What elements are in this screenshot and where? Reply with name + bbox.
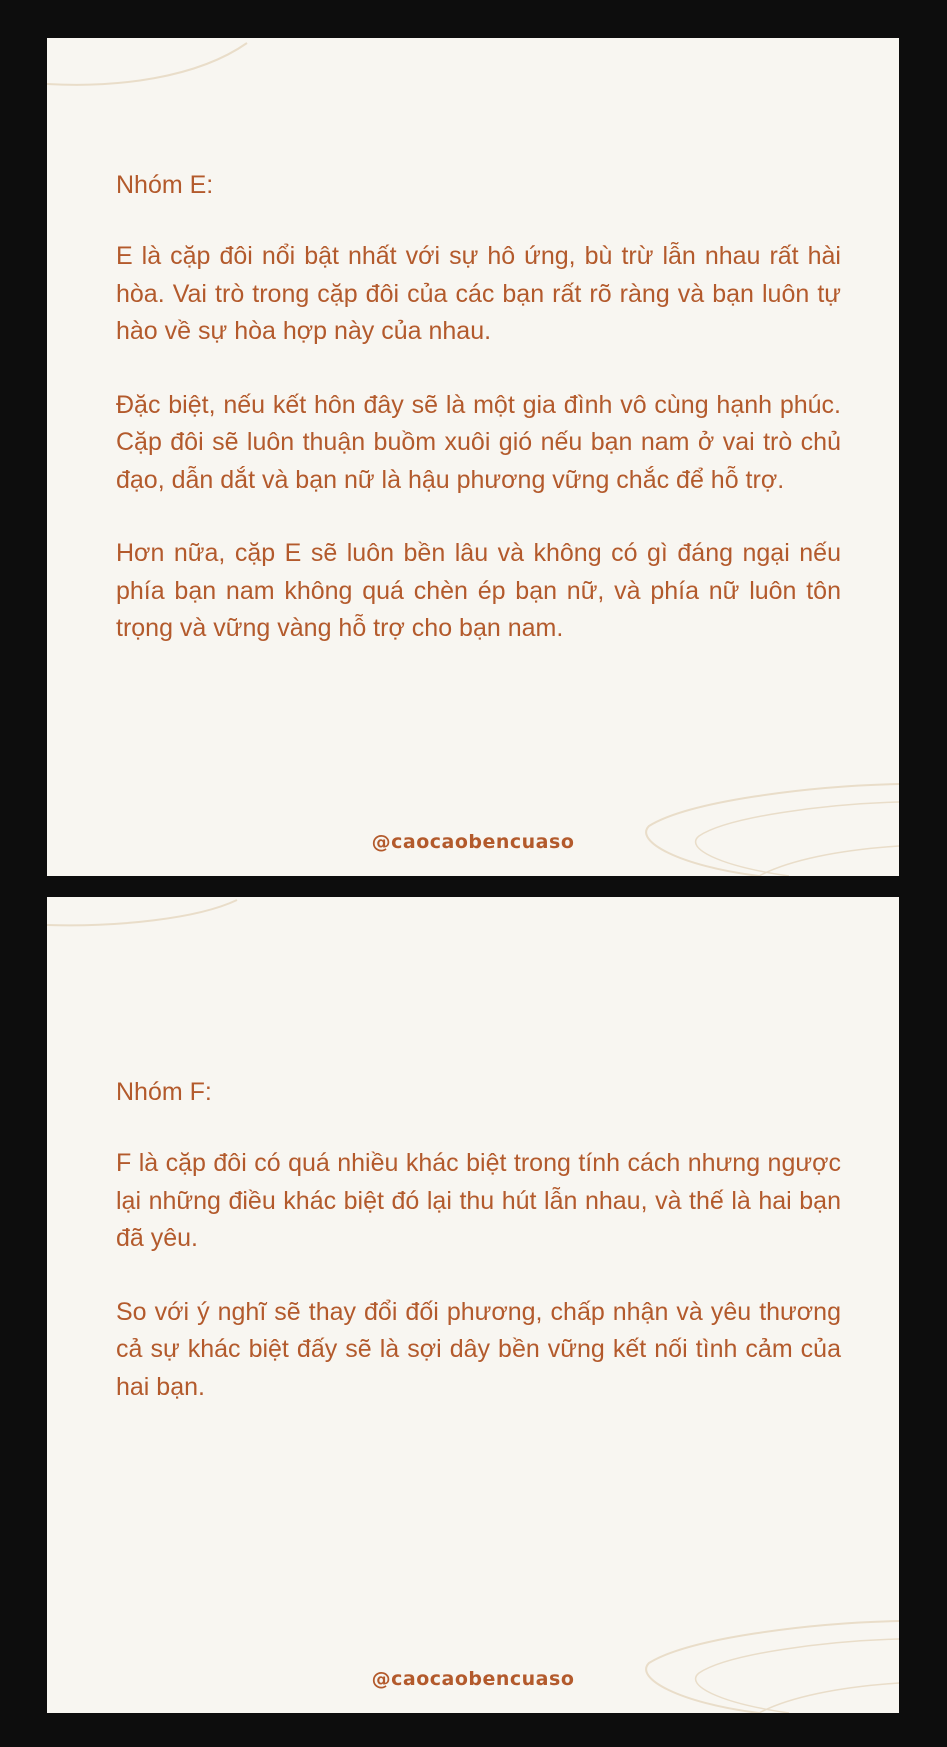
decorative-swirl-top-left xyxy=(47,38,307,98)
paragraph: E là cặp đôi nổi bật nhất với sự hô ứng, bù trừ lẫn nhau rất hài hòa. Vai trò trong cặp đôi của các bạn rất rõ ràng và bạn luôn tự hào về sự hòa hợp này của nhau. xyxy=(116,242,841,345)
paragraph: Đặc biệt, nếu kết hôn đây sẽ là một gia đình vô cùng hạnh phúc. Cặp đôi sẽ luôn thuận buồm xuôi gió nếu bạn nam ở vai trò chủ đạo, dẫn dắt và bạn nữ là hậu phương vững chắc để hỗ trợ. xyxy=(116,390,841,494)
author-handle: @caocaobencuaso xyxy=(371,1668,575,1690)
group-heading: Nhóm F: xyxy=(116,1078,212,1106)
card-group-f xyxy=(47,897,899,1713)
paragraph: Hơn nữa, cặp E sẽ luôn bền lâu và không có gì đáng ngại nếu phía bạn nam không quá chèn ép bạn nữ, và phía nữ luôn tôn trọng và vững vàng hỗ trợ cho bạn nam. xyxy=(116,539,841,642)
decorative-swirl-bottom-right xyxy=(639,776,899,876)
card-content xyxy=(116,168,841,684)
paragraph: F là cặp đôi có quá nhiều khác biệt trong tính cách nhưng ngược lại những điều khác biệt đó lại thu hút lẫn nhau, và thế là hai bạn đã yêu. xyxy=(116,1149,841,1252)
paragraph: So với ý nghĩ sẽ thay đổi đối phương, chấp nhận và yêu thương cả sự khác biệt đấy sẽ là sợi dây bền vững kết nối tình cảm của hai bạn. xyxy=(116,1297,841,1401)
card-content xyxy=(116,1075,841,1442)
author-handle: @caocaobencuaso xyxy=(371,831,575,853)
decorative-swirl-bottom-right xyxy=(639,1613,899,1713)
card-group-e xyxy=(47,38,899,876)
decorative-swirl-top-left xyxy=(47,897,307,937)
group-heading: Nhóm E: xyxy=(116,171,214,199)
